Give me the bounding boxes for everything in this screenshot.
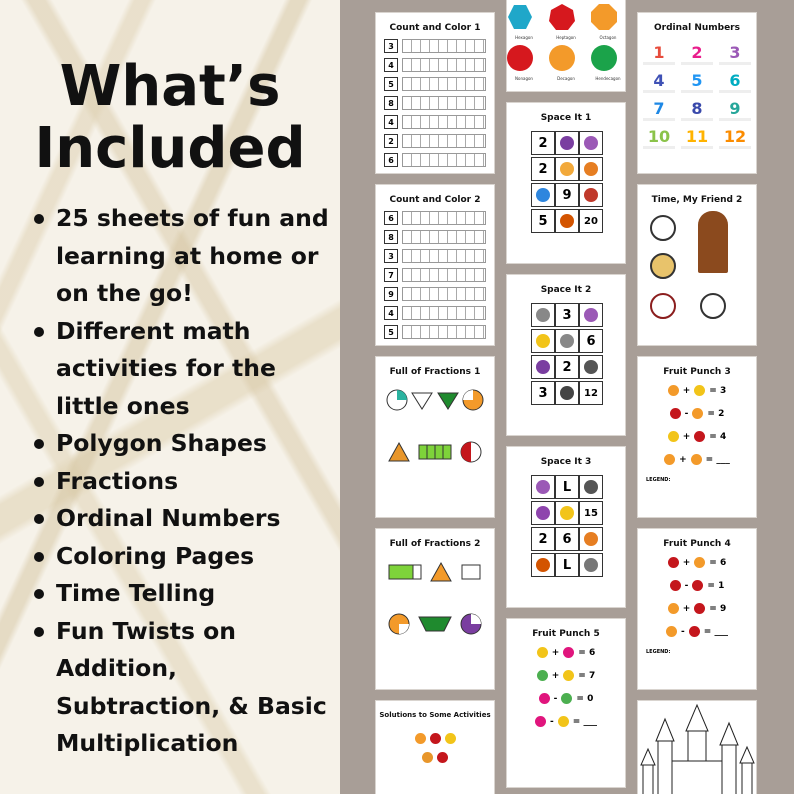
count-number: 4 (384, 115, 398, 129)
nonagon-icon (506, 44, 534, 72)
worksheet-title: Ordinal Numbers (654, 23, 740, 33)
feature-item: Coloring Pages (34, 538, 334, 576)
worksheet-solutions (375, 700, 495, 794)
clock-icon (700, 293, 726, 319)
planet-icon (536, 480, 550, 494)
pineapple-icon (668, 431, 679, 442)
fraction-circle-icon (388, 613, 410, 635)
worksheet-fruit-punch-5: Fruit Punch 5 + = 6 + = 7 - = 0 - = ___ (506, 618, 626, 788)
grid-cell (579, 183, 603, 207)
ordinal-number: 5 (681, 71, 713, 93)
grid-cell (555, 157, 579, 181)
shape-row (402, 153, 486, 167)
equation-result: = 9 (709, 603, 727, 614)
apple-icon (692, 580, 703, 591)
cherry-icon (694, 431, 705, 442)
cactus-fruit-icon (561, 693, 572, 704)
equation-result: = 3 (709, 385, 727, 396)
feature-item: Polygon Shapes (34, 425, 334, 463)
grid-cell (555, 381, 579, 405)
worksheet-preview-panel (340, 0, 794, 794)
worksheet-title: Full of Fractions 1 (389, 367, 481, 377)
octagon-icon (590, 3, 618, 31)
rocket-icon (584, 136, 598, 150)
grid-cell (579, 131, 603, 155)
grid-cell: L (555, 553, 579, 577)
ordinal-number: 8 (681, 99, 713, 121)
legend-label: LEGEND: (646, 649, 671, 655)
fraction-circle-icon (386, 389, 408, 411)
worksheet-title: Space It 2 (540, 285, 592, 295)
lemon-icon (445, 733, 456, 744)
mars-icon (560, 214, 574, 228)
count-number: 7 (384, 268, 398, 282)
grid-cell: 6 (579, 329, 603, 353)
orange-icon (694, 557, 705, 568)
cherry-icon (670, 408, 681, 419)
worksheet-title: Solutions to Some Activities (379, 711, 491, 719)
banana-icon (563, 670, 574, 681)
worksheet-full-fractions-2 (375, 528, 495, 690)
equation-result: = 6 (578, 647, 596, 658)
equation-result: = 1 (707, 580, 725, 591)
worksheet-time-friend-2 (637, 184, 757, 346)
orange-icon (422, 752, 433, 763)
grandfather-clock-icon (698, 211, 728, 273)
grid-cell (579, 553, 603, 577)
grid-cell (531, 303, 555, 327)
count-number: 6 (384, 153, 398, 167)
feature-item: Different math activities for the little ones (34, 313, 334, 426)
count-number: 5 (384, 77, 398, 91)
count-number: 8 (384, 230, 398, 244)
worksheet-count-color-1 (375, 12, 495, 174)
planet-icon (584, 188, 598, 202)
bullet-icon (34, 589, 44, 599)
worksheet-title: Space It 1 (540, 113, 592, 123)
grid-cell (579, 303, 603, 327)
worksheet-fruit-punch-4: Fruit Punch 4 + = 6 - = 1 + = 9 - = ___ LEGEND: (637, 528, 757, 690)
grid-cell: 2 (531, 131, 555, 155)
cherry-icon (437, 752, 448, 763)
orange-icon (692, 408, 703, 419)
grid-cell (579, 527, 603, 551)
orange-icon (668, 385, 679, 396)
shape-label: Hendecagon (595, 76, 621, 81)
bullet-icon (34, 439, 44, 449)
star-icon (536, 334, 550, 348)
equation-result: = 6 (709, 557, 727, 568)
worksheet-title: Full of Fractions 2 (389, 539, 481, 549)
dragonfruit-icon (539, 693, 550, 704)
planet-icon (536, 506, 550, 520)
equation-result: = 2 (707, 408, 725, 419)
fraction-circle-icon (460, 561, 482, 583)
equation-result: = 0 (576, 693, 594, 704)
fraction-bar-icon (388, 561, 422, 583)
bullet-icon (34, 214, 44, 224)
apple-icon (668, 557, 679, 568)
ordinal-number: 11 (681, 127, 713, 149)
worksheet-title: Fruit Punch 4 (663, 539, 731, 549)
count-number: 8 (384, 96, 398, 110)
shape-row (402, 211, 486, 225)
ordinal-number: 4 (643, 71, 675, 93)
worksheet-space-it-2 (506, 274, 626, 436)
grid-cell (555, 209, 579, 233)
fraction-trapezoid-icon (418, 613, 452, 635)
heptagon-icon (548, 3, 576, 31)
bullet-icon (34, 514, 44, 524)
worksheet-title: Time, My Friend 2 (651, 195, 743, 205)
pineapple-icon (694, 385, 705, 396)
shape-row (402, 115, 486, 129)
cherry-icon (689, 626, 700, 637)
grid-cell: 9 (555, 183, 579, 207)
count-number: 6 (384, 211, 398, 225)
grid-cell (555, 131, 579, 155)
count-number: 5 (384, 325, 398, 339)
shape-label: Decagon (557, 76, 575, 81)
strawberry-icon (430, 733, 441, 744)
shape-label: Octagon (599, 35, 617, 40)
hexagon-icon (506, 3, 534, 31)
grid-cell: 2 (555, 355, 579, 379)
grid-cell (579, 355, 603, 379)
fraction-triangle-icon (411, 389, 433, 411)
ordinal-number: 3 (719, 43, 751, 65)
banana-icon (537, 647, 548, 658)
star-icon (560, 506, 574, 520)
worksheet-title: Fruit Punch 5 (532, 629, 600, 639)
worksheet-fruit-punch-3: Fruit Punch 3 + = 3 - = 2 + = 4 + = ___ LEGEND: (637, 356, 757, 518)
grid-cell (531, 183, 555, 207)
bullet-icon (34, 477, 44, 487)
worksheet-title: Count and Color 2 (389, 195, 481, 205)
feature-list (34, 200, 334, 763)
fraction-triangle-icon (388, 441, 410, 463)
worksheet-ordinal-numbers (637, 12, 757, 174)
left-panel (0, 0, 340, 794)
orange-icon (415, 733, 426, 744)
asteroid-icon (560, 386, 574, 400)
ordinal-number: 12 (719, 127, 751, 149)
fraction-circle-icon (460, 441, 482, 463)
dragonfruit-icon (563, 647, 574, 658)
clock-icon (650, 253, 676, 279)
shape-row (402, 287, 486, 301)
feature-item: Time Telling (34, 575, 334, 613)
moon-icon (536, 360, 550, 374)
equation-result: = 4 (709, 431, 727, 442)
grid-cell (531, 501, 555, 525)
grid-cell: 2 (531, 157, 555, 181)
orange-icon (668, 603, 679, 614)
count-number: 4 (384, 306, 398, 320)
clock-icon (650, 293, 676, 319)
shape-row (402, 249, 486, 263)
grid-cell (555, 501, 579, 525)
count-number: 2 (384, 134, 398, 148)
grid-cell: L (555, 475, 579, 499)
count-number: 4 (384, 58, 398, 72)
ordinal-number: 6 (719, 71, 751, 93)
fraction-circle-icon (462, 389, 484, 411)
orange-icon (664, 454, 675, 465)
shape-row (402, 325, 486, 339)
equation-result: = 7 (578, 670, 596, 681)
shape-row (402, 77, 486, 91)
shape-row (402, 230, 486, 244)
feature-item: 25 sheets of fun and learning at home or on the go! (34, 200, 334, 313)
grid-cell: 12 (579, 381, 603, 405)
equation-result: = ___ (572, 716, 597, 727)
planet-icon (584, 162, 598, 176)
count-rows (384, 39, 486, 167)
fraction-circle-icon (460, 613, 482, 635)
fraction-bar-icon (418, 441, 452, 463)
grid-cell: 15 (579, 501, 603, 525)
grid-cell: 6 (555, 527, 579, 551)
bullet-icon (34, 327, 44, 337)
grid-cell (531, 355, 555, 379)
dragonfruit-icon (535, 716, 546, 727)
worksheet-coloring-castle (637, 700, 757, 794)
shape-label: Heptagon (556, 35, 576, 40)
castle-coloring-icon (638, 701, 757, 794)
bullet-icon (34, 552, 44, 562)
equation-result: = ___ (703, 626, 728, 637)
worksheet-polygons (506, 0, 626, 92)
grid-cell (579, 157, 603, 181)
grid-cell (579, 475, 603, 499)
grid-cell (531, 475, 555, 499)
orange-icon (666, 626, 677, 637)
worksheet-title: Space It 3 (540, 457, 592, 467)
grid-cell: 20 (579, 209, 603, 233)
ordinal-number: 1 (643, 43, 675, 65)
ordinal-number: 9 (719, 99, 751, 121)
cherry-icon (670, 580, 681, 591)
hendecagon-icon (590, 44, 618, 72)
grid-cell: 3 (531, 381, 555, 405)
shape-row (402, 268, 486, 282)
moon-icon (560, 136, 574, 150)
shape-row (402, 306, 486, 320)
planet-icon (536, 558, 550, 572)
count-number: 3 (384, 249, 398, 263)
fraction-triangle-icon (430, 561, 452, 583)
worksheet-count-color-2 (375, 184, 495, 346)
shape-label: Nonagon (515, 76, 533, 81)
equation-result: = ___ (705, 454, 730, 465)
shape-row (402, 39, 486, 53)
worksheet-space-it-3 (506, 446, 626, 608)
orange-icon (691, 454, 702, 465)
decagon-icon (548, 44, 576, 72)
asteroid-icon (584, 360, 598, 374)
feature-item: Fun Twists on Addition, Subtraction, & Basic Multiplication (34, 613, 334, 763)
grid-cell (555, 329, 579, 353)
apple-icon (694, 603, 705, 614)
shape-row (402, 96, 486, 110)
ordinal-number: 7 (643, 99, 675, 121)
feature-item: Ordinal Numbers (34, 500, 334, 538)
planet-icon (584, 532, 598, 546)
worksheet-space-it-1 (506, 102, 626, 264)
earth-icon (536, 188, 550, 202)
worksheet-full-fractions-1 (375, 356, 495, 518)
fraction-triangle-icon (437, 389, 459, 411)
count-rows (384, 211, 486, 339)
asteroid-icon (584, 558, 598, 572)
grid-cell: 2 (531, 527, 555, 551)
cactus-fruit-icon (537, 670, 548, 681)
count-number: 9 (384, 287, 398, 301)
shape-row (402, 134, 486, 148)
grid-cell (531, 329, 555, 353)
banana-icon (558, 716, 569, 727)
grid-cell: 3 (555, 303, 579, 327)
page-title: What’s Included (34, 54, 306, 181)
bullet-icon (34, 627, 44, 637)
grid-cell: 5 (531, 209, 555, 233)
grid-cell (531, 553, 555, 577)
legend-label: LEGEND: (646, 477, 671, 483)
clock-icon (650, 215, 676, 241)
worksheet-title: Fruit Punch 3 (663, 367, 731, 377)
ordinal-number: 10 (643, 127, 675, 149)
shape-row (402, 58, 486, 72)
ordinal-number: 2 (681, 43, 713, 65)
worksheet-title: Count and Color 1 (389, 23, 481, 33)
count-number: 3 (384, 39, 398, 53)
shape-label: Hexagon (515, 35, 533, 40)
star-icon (560, 162, 574, 176)
asteroid-icon (560, 334, 574, 348)
asteroid-icon (584, 480, 598, 494)
rocket-icon (584, 308, 598, 322)
asteroid-icon (536, 308, 550, 322)
feature-item: Fractions (34, 463, 334, 501)
